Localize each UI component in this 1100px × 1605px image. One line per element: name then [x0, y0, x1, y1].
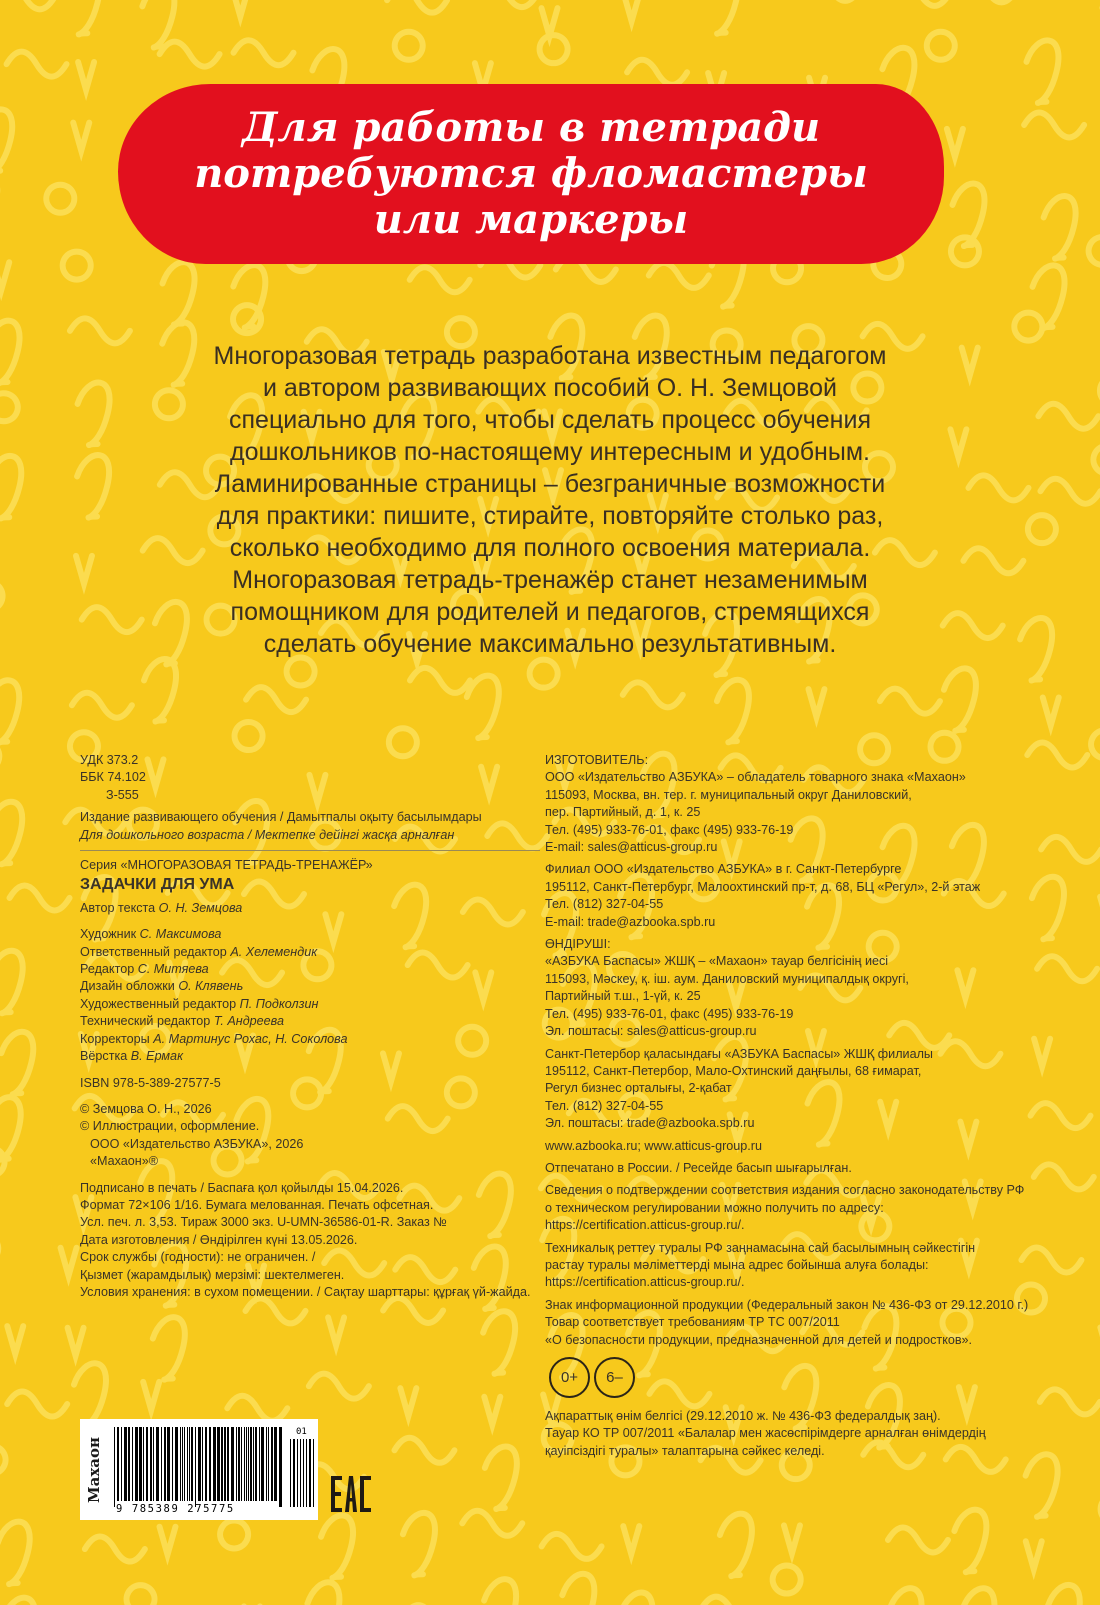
pattern-squiggle: [477, 0, 537, 7]
pattern-squiggle: [540, 35, 568, 63]
imprint-line: https://certification.atticus-group.ru/.: [545, 1275, 745, 1290]
imprint-line: Партийный т.ш., 1-үй, к. 25: [545, 989, 701, 1004]
pattern-squiggle: [400, 1388, 416, 1416]
description-line: Многоразовая тетрадь-тренажёр станет незаменимым: [232, 566, 868, 594]
pattern-squiggle: [235, 722, 263, 750]
author-label: Автор текста: [80, 900, 156, 915]
barcode-bar: [261, 1427, 264, 1501]
pattern-squiggle: [1020, 618, 1052, 680]
imprint-line: ӨНДІРУШІ:: [545, 937, 611, 952]
barcode-addon-bar: [300, 1439, 301, 1507]
pattern-squiggle: [1028, 515, 1056, 543]
pattern-squiggle: [483, 1311, 515, 1373]
headline-banner: [118, 84, 944, 264]
pattern-squiggle: [0, 456, 21, 518]
imprint-left-column: [80, 752, 540, 1301]
print-info-line: Подписано в печать / Баспаға қол қойылды 15.04.2026.: [80, 1180, 404, 1195]
isbn-barcode: [80, 1419, 318, 1520]
pattern-squiggle: [1091, 730, 1100, 758]
pattern-squiggle: [485, 1446, 517, 1508]
pattern-squiggle: [962, 1588, 994, 1605]
edition-type: Издание развивающего обучения / Дамытпалы оқыту басылымдары: [80, 810, 482, 825]
barcode-bar: [266, 1427, 267, 1501]
pattern-squiggle: [246, 687, 306, 712]
pattern-squiggle: [0, 109, 12, 171]
barcode-bar: [221, 1427, 223, 1501]
publisher-logo-text: Махаон: [85, 1437, 103, 1503]
barcode-bar: [191, 1427, 193, 1501]
author-name: О. Н. Земцова: [158, 900, 243, 915]
credit-name: А. Хелемендик: [230, 944, 318, 959]
barcode-bar: [167, 1427, 170, 1501]
pattern-squiggle: [163, 262, 195, 324]
pattern-squiggle: [1089, 237, 1100, 265]
barcode-bar: [250, 1427, 252, 1501]
description-line: сколько необходимо для полного освоения материала.: [229, 534, 871, 562]
pattern-squiggle: [1014, 313, 1042, 341]
barcode-bar: [271, 1427, 273, 1501]
barcode-bar: [135, 1427, 138, 1501]
pattern-squiggle: [947, 129, 963, 157]
credit-line: [80, 1013, 540, 1030]
print-info-line: Срок службы (годности): не ограничен. /: [80, 1250, 316, 1265]
pattern-squiggle: [0, 802, 22, 864]
pattern-squiggle: [0, 1446, 6, 1474]
pattern-squiggle: [3, 1598, 35, 1605]
barcode-bar: [153, 1427, 154, 1501]
barcode-addon-bar: [303, 1439, 304, 1507]
pattern-squiggle: [1024, 112, 1084, 137]
branch-kz-block: [545, 1046, 1075, 1133]
pattern-squiggle: [927, 32, 955, 60]
pattern-squiggle: [143, 1382, 159, 1410]
barcode-bar: [132, 1427, 133, 1501]
imprint-line: Регул бизнес орталығы, 2-қабат: [545, 1081, 732, 1096]
pattern-squiggle: [627, 60, 687, 85]
description-line: специально для того, чтобы сделать процесс обучения: [229, 406, 871, 434]
headline-text: Для работы в тетради потребуются фломастеры или маркеры: [194, 104, 868, 243]
pattern-squiggle: [467, 676, 499, 738]
barcode-addon-bar: [313, 1439, 314, 1507]
barcode-bar: [150, 1427, 152, 1501]
pattern-squiggle: [46, 185, 74, 213]
barcode-bar: [172, 1427, 173, 1501]
pattern-squiggle: [387, 0, 447, 13]
pattern-squiggle: [7, 1392, 67, 1417]
pattern-squiggle: [484, 1397, 500, 1425]
barcode-addon-bar: [309, 1439, 311, 1507]
credits-list: [80, 926, 540, 1065]
pattern-squiggle: [1026, 1454, 1058, 1516]
pattern-squiggle: [620, 1592, 652, 1605]
bbk-code: ББК 74.102: [80, 770, 146, 785]
pattern-squiggle: [1040, 479, 1100, 504]
barcode-bar: [244, 1427, 245, 1501]
credit-line: [80, 961, 540, 978]
imprint-line: https://certification.atticus-group.ru/.: [545, 1218, 745, 1233]
pattern-squiggle: [7, 52, 67, 77]
info-sign-kz-block: [545, 1408, 1075, 1460]
pattern-squiggle: [227, 1396, 287, 1421]
barcode-bar: [236, 1427, 237, 1501]
barcode-bar: [202, 1427, 203, 1501]
barcode-bar: [156, 1427, 159, 1501]
imprint-line: «АЗБУКА Баспасы» ЖШҚ – «Махаон» тауар белгісінің иесі: [545, 954, 889, 969]
barcode-bar: [117, 1427, 119, 1501]
print-info-line: Усл. печ. л. 3,53. Тираж 3000 экз. U-UMN-36586-01-R. Заказ №: [80, 1215, 447, 1230]
pattern-squiggle: [888, 1527, 948, 1552]
pattern-squiggle: [74, 1363, 106, 1425]
pattern-squiggle: [220, 1520, 248, 1548]
barcode-bar: [180, 1427, 181, 1501]
websites: www.azbooka.ru; www.atticus-group.ru: [545, 1138, 762, 1153]
imprint-line: E-mail: trade@azbooka.spb.ru: [545, 914, 716, 929]
pattern-squiggle: [410, 668, 470, 693]
print-info-line: Формат 72×106 1/16. Бумага мелованная. Печать офсетная.: [80, 1197, 434, 1212]
pattern-squiggle: [773, 1566, 801, 1594]
description-line: для практики: пишите, стирайте, повторяйте столько раз,: [216, 502, 884, 530]
pattern-squiggle: [0, 951, 23, 1013]
pattern-squiggle: [484, 1579, 516, 1605]
credit-role: Дизайн обложки: [80, 979, 175, 994]
pattern-squiggle: [159, 1527, 175, 1555]
barcode-bar: [175, 1427, 178, 1501]
pattern-squiggle: [68, 1328, 84, 1356]
imprint-line: «О безопасности продукции, предназначенной для детей и подростков».: [545, 1332, 973, 1347]
barcode-bar: [198, 1427, 201, 1501]
imprint-line: Тел. (812) 327-04-55: [545, 897, 664, 912]
pattern-squiggle: [321, 1515, 353, 1577]
pattern-squiggle: [623, 1526, 639, 1554]
pattern-squiggle: [720, 1514, 752, 1576]
pattern-squiggle: [85, 1537, 145, 1562]
pattern-squiggle: [1, 1032, 33, 1094]
imprint-line: Товар соответствует требованиям ТР ТС 007/2011: [545, 1315, 840, 1330]
barcode-bar: [213, 1427, 216, 1501]
pattern-squiggle: [61, 1248, 77, 1276]
pattern-squiggle: [127, 1585, 155, 1605]
age-mark-6: 6–: [594, 1357, 635, 1398]
pattern-squiggle: [7, 1326, 23, 1354]
certification-block: [545, 1182, 1075, 1234]
pattern-squiggle: [701, 1597, 761, 1605]
pattern-squiggle: [0, 0, 55, 9]
barcode-bar: [268, 1427, 269, 1501]
pattern-squiggle: [403, 1513, 435, 1575]
imprint-line: Тел. (495) 933-76-01, факс (495) 933-76-19: [545, 1006, 794, 1021]
barcode-bar: [205, 1427, 207, 1501]
credit-role: Художник: [80, 927, 137, 942]
barcode-bar: [231, 1427, 234, 1501]
imprint-line: Сведения о подтверждении соответствия издания согласно законодательству РФ: [545, 1183, 1025, 1198]
pattern-squiggle: [1038, 404, 1098, 429]
pattern-squiggle: [234, 40, 294, 65]
print-info-line: Дата изготовления / Өндірілген күні 13.05.2026.: [80, 1232, 358, 1247]
barcode-bar: [161, 1427, 162, 1501]
pattern-squiggle: [623, 682, 683, 707]
imprint-line: Эл. поштасы: sales@atticus-group.ru: [545, 1024, 757, 1039]
pattern-squiggle: [0, 1522, 30, 1584]
pattern-squiggle: [944, 668, 976, 730]
barcode-bar: [187, 1427, 188, 1501]
barcode-bar: [143, 1427, 144, 1501]
pattern-squiggle: [624, 0, 640, 21]
book-title: ЗАДАЧКИ ДЛЯ УМА: [80, 876, 235, 894]
barcode-addon-bar: [290, 1439, 291, 1507]
credit-line: [80, 978, 540, 995]
pattern-squiggle: [287, 657, 315, 685]
pattern-squiggle: [160, 42, 220, 67]
barcode-bar: [146, 1427, 148, 1501]
manufacturer-block: [545, 752, 1075, 856]
copyright-line: © Иллюстрации, оформление.: [80, 1119, 260, 1134]
pattern-squiggle: [67, 0, 99, 34]
pattern-squiggle: [951, 237, 979, 265]
credit-line: [80, 1031, 540, 1048]
pattern-squiggle: [808, 689, 824, 717]
barcode-bar: [128, 1427, 130, 1501]
pattern-squiggle: [328, 1317, 344, 1345]
pattern-squiggle: [78, 62, 94, 90]
barcode-bar: [195, 1427, 196, 1507]
series-label: Серия: [80, 858, 117, 873]
pattern-squiggle: [1044, 196, 1076, 258]
pattern-squiggle: [144, 659, 176, 721]
imprint-line: Ақпараттық өнім белгісі (29.12.2010 ж. № 436-ФЗ федералдық заң).: [545, 1409, 941, 1423]
pattern-squiggle: [153, 1317, 185, 1379]
pattern-squiggle: [542, 8, 558, 36]
pattern-squiggle: [309, 1374, 369, 1399]
udk-code: УДК 373.2: [80, 753, 139, 767]
pattern-squiggle: [0, 262, 9, 290]
age-marks: [549, 1357, 1075, 1398]
pattern-squiggle: [10, 885, 70, 910]
credit-line: [80, 926, 540, 943]
pattern-squiggle: [394, 1438, 454, 1463]
pattern-squiggle: [956, 0, 1016, 2]
pattern-squiggle: [245, 1298, 305, 1323]
pattern-squiggle: [954, 1510, 986, 1572]
credit-name: С. Максимова: [139, 927, 222, 942]
barcode-bar: [255, 1427, 257, 1501]
barcode-bar: [209, 1427, 211, 1501]
pattern-squiggle: [0, 582, 3, 610]
series-name: «МНОГОРАЗОВАЯ ТЕТРАДЬ-ТРЕНАЖЁР»: [120, 858, 373, 873]
description-line: Ламинированные страницы – безграничные возможности: [214, 470, 886, 498]
imprint-line: Техникалық реттеу туралы РФ заңнамасына сай басылымның сәйкестігін: [545, 1240, 976, 1255]
imprint-line: Знак информационной продукции (Федеральный закон № 436-ФЗ от 29.12.2010 г.): [545, 1297, 1029, 1312]
author-code: З-555: [106, 787, 139, 802]
imprint-line: 115093, Мәскеу, қ. іш. аум. Даниловский муниципалдық округі,: [545, 971, 909, 986]
barcode-bar: [224, 1427, 226, 1501]
credit-name: С. Митяева: [137, 962, 209, 977]
barcode-bar: [227, 1427, 229, 1501]
barcode-digits: 9 785389 275775: [116, 1503, 235, 1515]
imprint-line: E-mail: sales@atticus-group.ru: [545, 840, 718, 855]
pattern-squiggle: [706, 0, 738, 34]
barcode-bar: [259, 1427, 260, 1501]
barcode-addon-bar: [306, 1439, 307, 1507]
pattern-squiggle: [0, 680, 19, 742]
imprint-line: Эл. поштасы: trade@azbooka.spb.ru: [545, 1116, 755, 1131]
imprint-line: Тел. (495) 933-76-01, факс (495) 933-76-19: [545, 822, 794, 837]
imprint-line: Тел. (812) 327-04-55: [545, 1098, 664, 1113]
credit-name: Т. Андреева: [213, 1014, 284, 1029]
pattern-squiggle: [76, 556, 92, 584]
series-line: [80, 857, 540, 874]
imprint-line: Филиал ООО «Издательство АЗБУКА» в г. Санкт-Петербурге: [545, 862, 902, 877]
barcode-bar: [139, 1427, 142, 1501]
pattern-squiggle: [410, 267, 470, 292]
certification-kz-block: [545, 1240, 1075, 1292]
barcode-bar: [238, 1427, 240, 1501]
credit-role: Корректоры: [80, 1031, 150, 1046]
barcode-bar: [248, 1427, 249, 1501]
pattern-squiggle: [890, 1588, 922, 1605]
imprint-line: пер. Партийный, д. 1, к. 25: [545, 805, 701, 820]
pattern-squiggle: [395, 32, 423, 60]
pattern-squiggle: [1048, 1585, 1080, 1605]
barcode-bar: [279, 1427, 282, 1507]
pattern-squiggle: [307, 1582, 339, 1605]
barcode-bar: [182, 1427, 183, 1501]
copyright-line: «Махаон»®: [90, 1154, 159, 1169]
copyright-line: ООО «Издательство АЗБУКА», 2026: [90, 1136, 304, 1151]
age-audience: Для дошкольного возраста / Мектепке дейінгі жасқа арналған: [80, 827, 455, 842]
pattern-squiggle: [717, 680, 749, 742]
barcode-bar: [241, 1427, 242, 1501]
pattern-squiggle: [63, 252, 91, 280]
description-line: дошкольников по-настоящему интересным и удобным.: [230, 438, 870, 466]
isbn: ISBN 978-5-389-27577-5: [80, 1075, 221, 1090]
description-line: Многоразовая тетрадь разработана известным педагогом: [213, 342, 887, 370]
pattern-squiggle: [1043, 697, 1059, 725]
credit-line: [80, 944, 540, 961]
pattern-squiggle: [784, 1525, 800, 1553]
pattern-squiggle: [890, 0, 950, 6]
imprint-line: қауіпсіздігі туралы» талаптарына сәйкес келеді.: [545, 1443, 825, 1458]
branch-block: [545, 861, 1075, 931]
barcode-bar: [121, 1427, 122, 1501]
pattern-squiggle: [1093, 446, 1100, 474]
credit-role: Ответственный редактор: [80, 944, 227, 959]
printed-in: Отпечатано в России. / Ресейде басып шығарылған.: [545, 1160, 852, 1175]
barcode-bar: [274, 1427, 277, 1501]
credit-line: [80, 1048, 540, 1065]
pattern-squiggle: [383, 1298, 443, 1323]
credit-role: Технический редактор: [80, 1014, 211, 1029]
pattern-squiggle: [72, 693, 132, 718]
imprint-line: Тауар КО ТР 007/2011 «Балалар мен жасөспірімдерге арналған өнімдердің: [545, 1426, 986, 1441]
pattern-squiggle: [1026, 40, 1058, 102]
pattern-squiggle: [542, 1534, 602, 1559]
credit-name: В. Ермак: [130, 1049, 184, 1064]
credit-role: Вёрстка: [80, 1049, 128, 1064]
pattern-squiggle: [0, 321, 20, 383]
age-mark-0plus: 0+: [549, 1357, 590, 1398]
print-info-line: Условия хранения: в сухом помещении. / Сақтау шарттары: құрғақ үй-жайда.: [80, 1284, 531, 1299]
credit-role: Редактор: [80, 962, 135, 977]
pattern-squiggle: [562, 1574, 594, 1605]
pattern-squiggle: [462, 1511, 522, 1536]
credit-name: А. Мартинус Рохас, Н. Соколова: [153, 1031, 348, 1046]
barcode-addon-bar: [293, 1439, 295, 1507]
barcode-bar: [184, 1427, 185, 1501]
imprint-line: 195112, Санкт-Петербор, Мало-Охтинский даңғылы, 68 ғимарат,: [545, 1063, 922, 1078]
imprint-line: ООО «Издательство АЗБУКА» – обладатель товарного знака «Махаон»: [545, 770, 966, 785]
description-line: и автором развивающих пособий О. Н. Земцовой: [262, 374, 838, 402]
manufacturer-kz-block: [545, 936, 1075, 1040]
barcode-bar: [124, 1427, 127, 1501]
copyright-line: © Земцова О. Н., 2026: [80, 1101, 212, 1116]
author-line: [80, 900, 540, 917]
credit-name: П. Подколзин: [239, 996, 319, 1011]
description-line: помощником для родителей и педагогов, стремящихся: [230, 598, 870, 626]
imprint-line: о техническом регулировании можно получить по адресу:: [545, 1200, 884, 1215]
pattern-squiggle: [73, 123, 89, 151]
description-text: [100, 340, 1000, 660]
pattern-squiggle: [530, 660, 558, 688]
imprint-line: 195112, Санкт-Петербург, Малоохтинский пр-т, д. 68, БЦ «Регул», 2-й этаж: [545, 879, 981, 894]
info-sign-block: [545, 1297, 1075, 1349]
imprint-line: растау туралы мәліметтерді мына адрес бойынша алуға болады:: [545, 1257, 929, 1272]
imprint-line: 115093, Москва, вн. тер. г. муниципальный округ Даниловский,: [545, 787, 912, 802]
eac-mark-icon: [330, 1474, 372, 1514]
print-info-line: Қызмет (жарамдылық) мерзімі: шектелмеген.: [80, 1267, 345, 1282]
pattern-squiggle: [880, 689, 940, 714]
imprint-line: ИЗГОТОВИТЕЛЬ:: [545, 753, 649, 767]
barcode-bar: [189, 1427, 190, 1501]
barcode-bar: [114, 1427, 115, 1507]
pattern-squiggle: [0, 393, 18, 421]
barcode-addon: 01: [296, 1427, 307, 1437]
barcode-bar: [217, 1427, 220, 1501]
barcode-addon-bar: [297, 1439, 298, 1507]
credit-name: О. Клявень: [178, 979, 244, 994]
pattern-squiggle: [232, 0, 248, 17]
credit-role: Художественный редактор: [80, 996, 237, 1011]
barcode-bar: [164, 1427, 166, 1501]
divider: [80, 850, 540, 851]
barcode-bar: [253, 1427, 254, 1501]
description-line: сделать обучение максимально результативным.: [263, 630, 837, 658]
imprint-right-column: [545, 752, 1075, 1460]
pattern-squiggle: [649, 263, 709, 288]
credit-line: [80, 996, 540, 1013]
barcode-bar: [246, 1427, 247, 1501]
pattern-squiggle: [1026, 1541, 1042, 1569]
pattern-squiggle: [800, 0, 860, 1]
imprint-line: Санкт-Петербор қаласындағы «АЗБУКА Баспасы» ЖШҚ филиалы: [545, 1046, 933, 1061]
